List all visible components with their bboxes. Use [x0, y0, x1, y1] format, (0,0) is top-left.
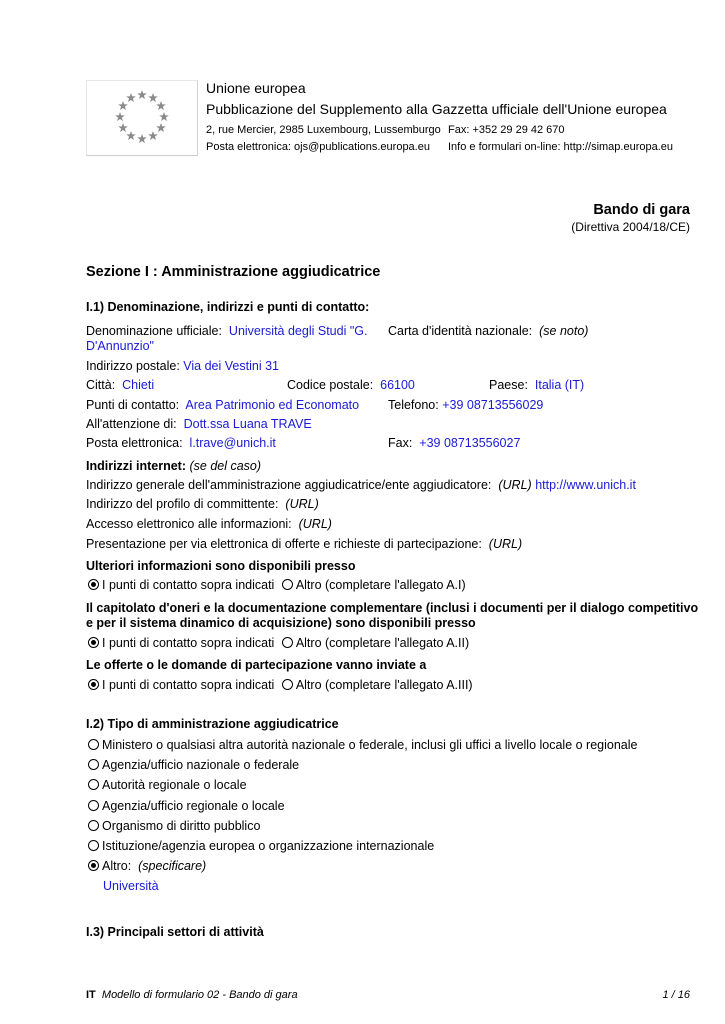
- further-info-opt2-label: Altro (completare l'allegato A.I): [295, 578, 466, 592]
- s11-heading: I.1) Denominazione, indirizzi e punti di contatto:: [86, 300, 370, 314]
- s12-option-4: [88, 799, 285, 813]
- s12-radio-6[interactable]: [88, 840, 99, 851]
- buyer-profile-row: [86, 497, 319, 511]
- country-row: [489, 378, 584, 392]
- s12-opt1-label: Ministero o qualsiasi altra autorità nazionale o federale, inclusi gli uffici a livello locale o regionale: [102, 738, 638, 752]
- s12-radio-1[interactable]: [88, 739, 99, 750]
- email-row: [86, 436, 276, 450]
- electronic-access-row: [86, 517, 332, 531]
- city-value: Chieti: [122, 378, 155, 392]
- s12-option-7: [88, 859, 206, 873]
- postal-code-value: 66100: [380, 378, 415, 392]
- further-info-radio-contacts[interactable]: [88, 579, 99, 590]
- eu-stars-icon: [87, 81, 197, 155]
- s12-radio-3[interactable]: [88, 779, 99, 790]
- country-value: Italia (IT): [534, 378, 585, 392]
- general-address-url[interactable]: http://www.unich.it: [535, 478, 636, 492]
- fax-row: [388, 436, 520, 450]
- s12-radio-5[interactable]: [88, 820, 99, 831]
- postal-address-label: Indirizzo postale:: [86, 359, 180, 373]
- header-email: Posta elettronica: ojs@publications.europa.eu: [206, 141, 430, 153]
- buyer-profile-url-tag: (URL): [285, 497, 319, 511]
- contact-label: Punti di contatto:: [86, 398, 180, 412]
- s12-opt5-label: Organismo di diritto pubblico: [102, 819, 261, 833]
- specs-heading-line2: e per il sistema dinamico di acquisizione) sono disponibili presso: [86, 616, 476, 630]
- attention-row: [86, 417, 312, 431]
- tenders-opt1-label: I punti di contatto sopra indicati: [102, 678, 275, 692]
- further-info-opt1-label: I punti di contatto sopra indicati: [102, 578, 275, 592]
- s12-radio-2[interactable]: [88, 759, 99, 770]
- s12-option-3: [88, 778, 247, 792]
- s12-opt6-label: Istituzione/agenzia europea o organizzazione internazionale: [102, 839, 435, 853]
- header-info-link[interactable]: Info e formulari on-line: http://simap.europa.eu: [448, 141, 674, 153]
- tenders-opt2-label: Altro (completare l'allegato A.III): [295, 678, 473, 692]
- electronic-access-url-tag: (URL): [298, 517, 332, 531]
- specs-radio-other[interactable]: [282, 637, 293, 648]
- general-address-label: Indirizzo generale dell'amministrazione aggiudicatrice/ente aggiudicatore:: [86, 478, 492, 492]
- footer-lang: IT: [86, 989, 96, 1001]
- official-name-row: [86, 324, 367, 338]
- tenders-radio-contacts[interactable]: [88, 679, 99, 690]
- attention-value: Dott.ssa Luana TRAVE: [183, 417, 312, 431]
- s12-radio-7[interactable]: [88, 860, 99, 871]
- specs-heading-line1: Il capitolato d'oneri e la documentazione complementare (inclusi i documenti per il dialogo competitivo: [86, 601, 699, 615]
- internet-heading-note: (se del caso): [189, 459, 262, 473]
- s12-option-5: [88, 819, 260, 833]
- general-address-url-tag: (URL): [498, 478, 532, 492]
- country-label: Paese:: [489, 378, 528, 392]
- city-row: [86, 378, 154, 392]
- official-name-label: Denominazione ufficiale:: [86, 324, 222, 338]
- phone-label: Telefono:: [388, 398, 439, 412]
- footer-form: Modello di formulario 02 - Bando di gara: [101, 989, 298, 1001]
- attention-label: All'attenzione di:: [86, 417, 177, 431]
- footer-left: [86, 989, 298, 1001]
- further-info-heading: Ulteriori informazioni sono disponibili presso: [86, 559, 356, 573]
- s13-heading: I.3) Principali settori di attività: [86, 925, 264, 939]
- phone-value: +39 08713556029: [442, 398, 544, 412]
- city-label: Città:: [86, 378, 116, 392]
- national-id-label: Carta d'identità nazionale:: [388, 324, 533, 338]
- general-address-row: [86, 478, 636, 492]
- contact-value: Area Patrimonio ed Economato: [185, 398, 360, 412]
- tenders-radio-other[interactable]: [282, 679, 293, 690]
- postal-code-label: Codice postale:: [287, 378, 374, 392]
- header-title-publication: Pubblicazione del Supplemento alla Gazzetta ufficiale dell'Unione europea: [206, 101, 667, 117]
- contact-row: [86, 398, 359, 412]
- phone-row: [388, 398, 543, 412]
- electronic-submission-url-tag: (URL): [488, 537, 523, 551]
- postal-address-value: Via dei Vestini 31: [183, 359, 279, 373]
- s12-option-1: [88, 738, 638, 752]
- specs-opt2-label: Altro (completare l'allegato A.II): [295, 636, 470, 650]
- national-id-row: [388, 324, 588, 338]
- specs-radio-contacts[interactable]: [88, 637, 99, 648]
- buyer-profile-label: Indirizzo del profilo di committente:: [86, 497, 279, 511]
- postal-code-row: [287, 378, 415, 392]
- specs-options: [88, 636, 469, 650]
- s12-heading: I.2) Tipo di amministrazione aggiudicatrice: [86, 717, 339, 731]
- section-title: Sezione I : Amministrazione aggiudicatrice: [86, 264, 381, 280]
- internet-heading-row: [86, 459, 261, 473]
- s12-other-value: Università: [103, 879, 159, 893]
- official-name-value: Università degli Studi "G.: [228, 324, 368, 338]
- national-id-value: (se noto): [539, 324, 589, 338]
- s12-opt7-note: (specificare): [138, 859, 207, 873]
- tenders-options: [88, 678, 473, 692]
- electronic-submission-row: [86, 537, 522, 551]
- tenders-heading: Le offerte o le domande di partecipazione vanno inviate a: [86, 658, 427, 672]
- fax-label: Fax:: [388, 436, 413, 450]
- email-value[interactable]: l.trave@unich.it: [189, 436, 276, 450]
- s12-opt2-label: Agenzia/ufficio nazionale o federale: [102, 758, 300, 772]
- fax-value: +39 08713556027: [419, 436, 521, 450]
- s12-opt4-label: Agenzia/ufficio regionale o locale: [102, 799, 285, 813]
- header-title-eu: Unione europea: [206, 80, 306, 96]
- footer-page-number: 1 / 16: [662, 989, 690, 1001]
- doc-directive: (Direttiva 2004/18/CE): [571, 220, 690, 234]
- doc-type-title: Bando di gara: [593, 202, 690, 218]
- specs-opt1-label: I punti di contatto sopra indicati: [102, 636, 275, 650]
- further-info-radio-other[interactable]: [282, 579, 293, 590]
- s12-option-6: [88, 839, 434, 853]
- electronic-access-label: Accesso elettronico alle informazioni:: [86, 517, 292, 531]
- postal-address-row: [86, 359, 279, 373]
- s12-radio-4[interactable]: [88, 800, 99, 811]
- header-address: 2, rue Mercier, 2985 Luxembourg, Lussemburgo: [206, 124, 441, 136]
- internet-heading: Indirizzi internet:: [86, 459, 186, 473]
- official-name-value-cont: D'Annunzio": [86, 339, 154, 353]
- header-fax: Fax: +352 29 29 42 670: [448, 124, 565, 136]
- s12-opt3-label: Autorità regionale o locale: [102, 778, 247, 792]
- s12-opt7-label: Altro:: [102, 859, 132, 873]
- s12-option-2: [88, 758, 299, 772]
- eu-flag-logo: [86, 80, 198, 156]
- further-info-options: [88, 578, 466, 592]
- electronic-submission-label: Presentazione per via elettronica di offerte e richieste di partecipazione:: [86, 537, 482, 551]
- email-label: Posta elettronica:: [86, 436, 183, 450]
